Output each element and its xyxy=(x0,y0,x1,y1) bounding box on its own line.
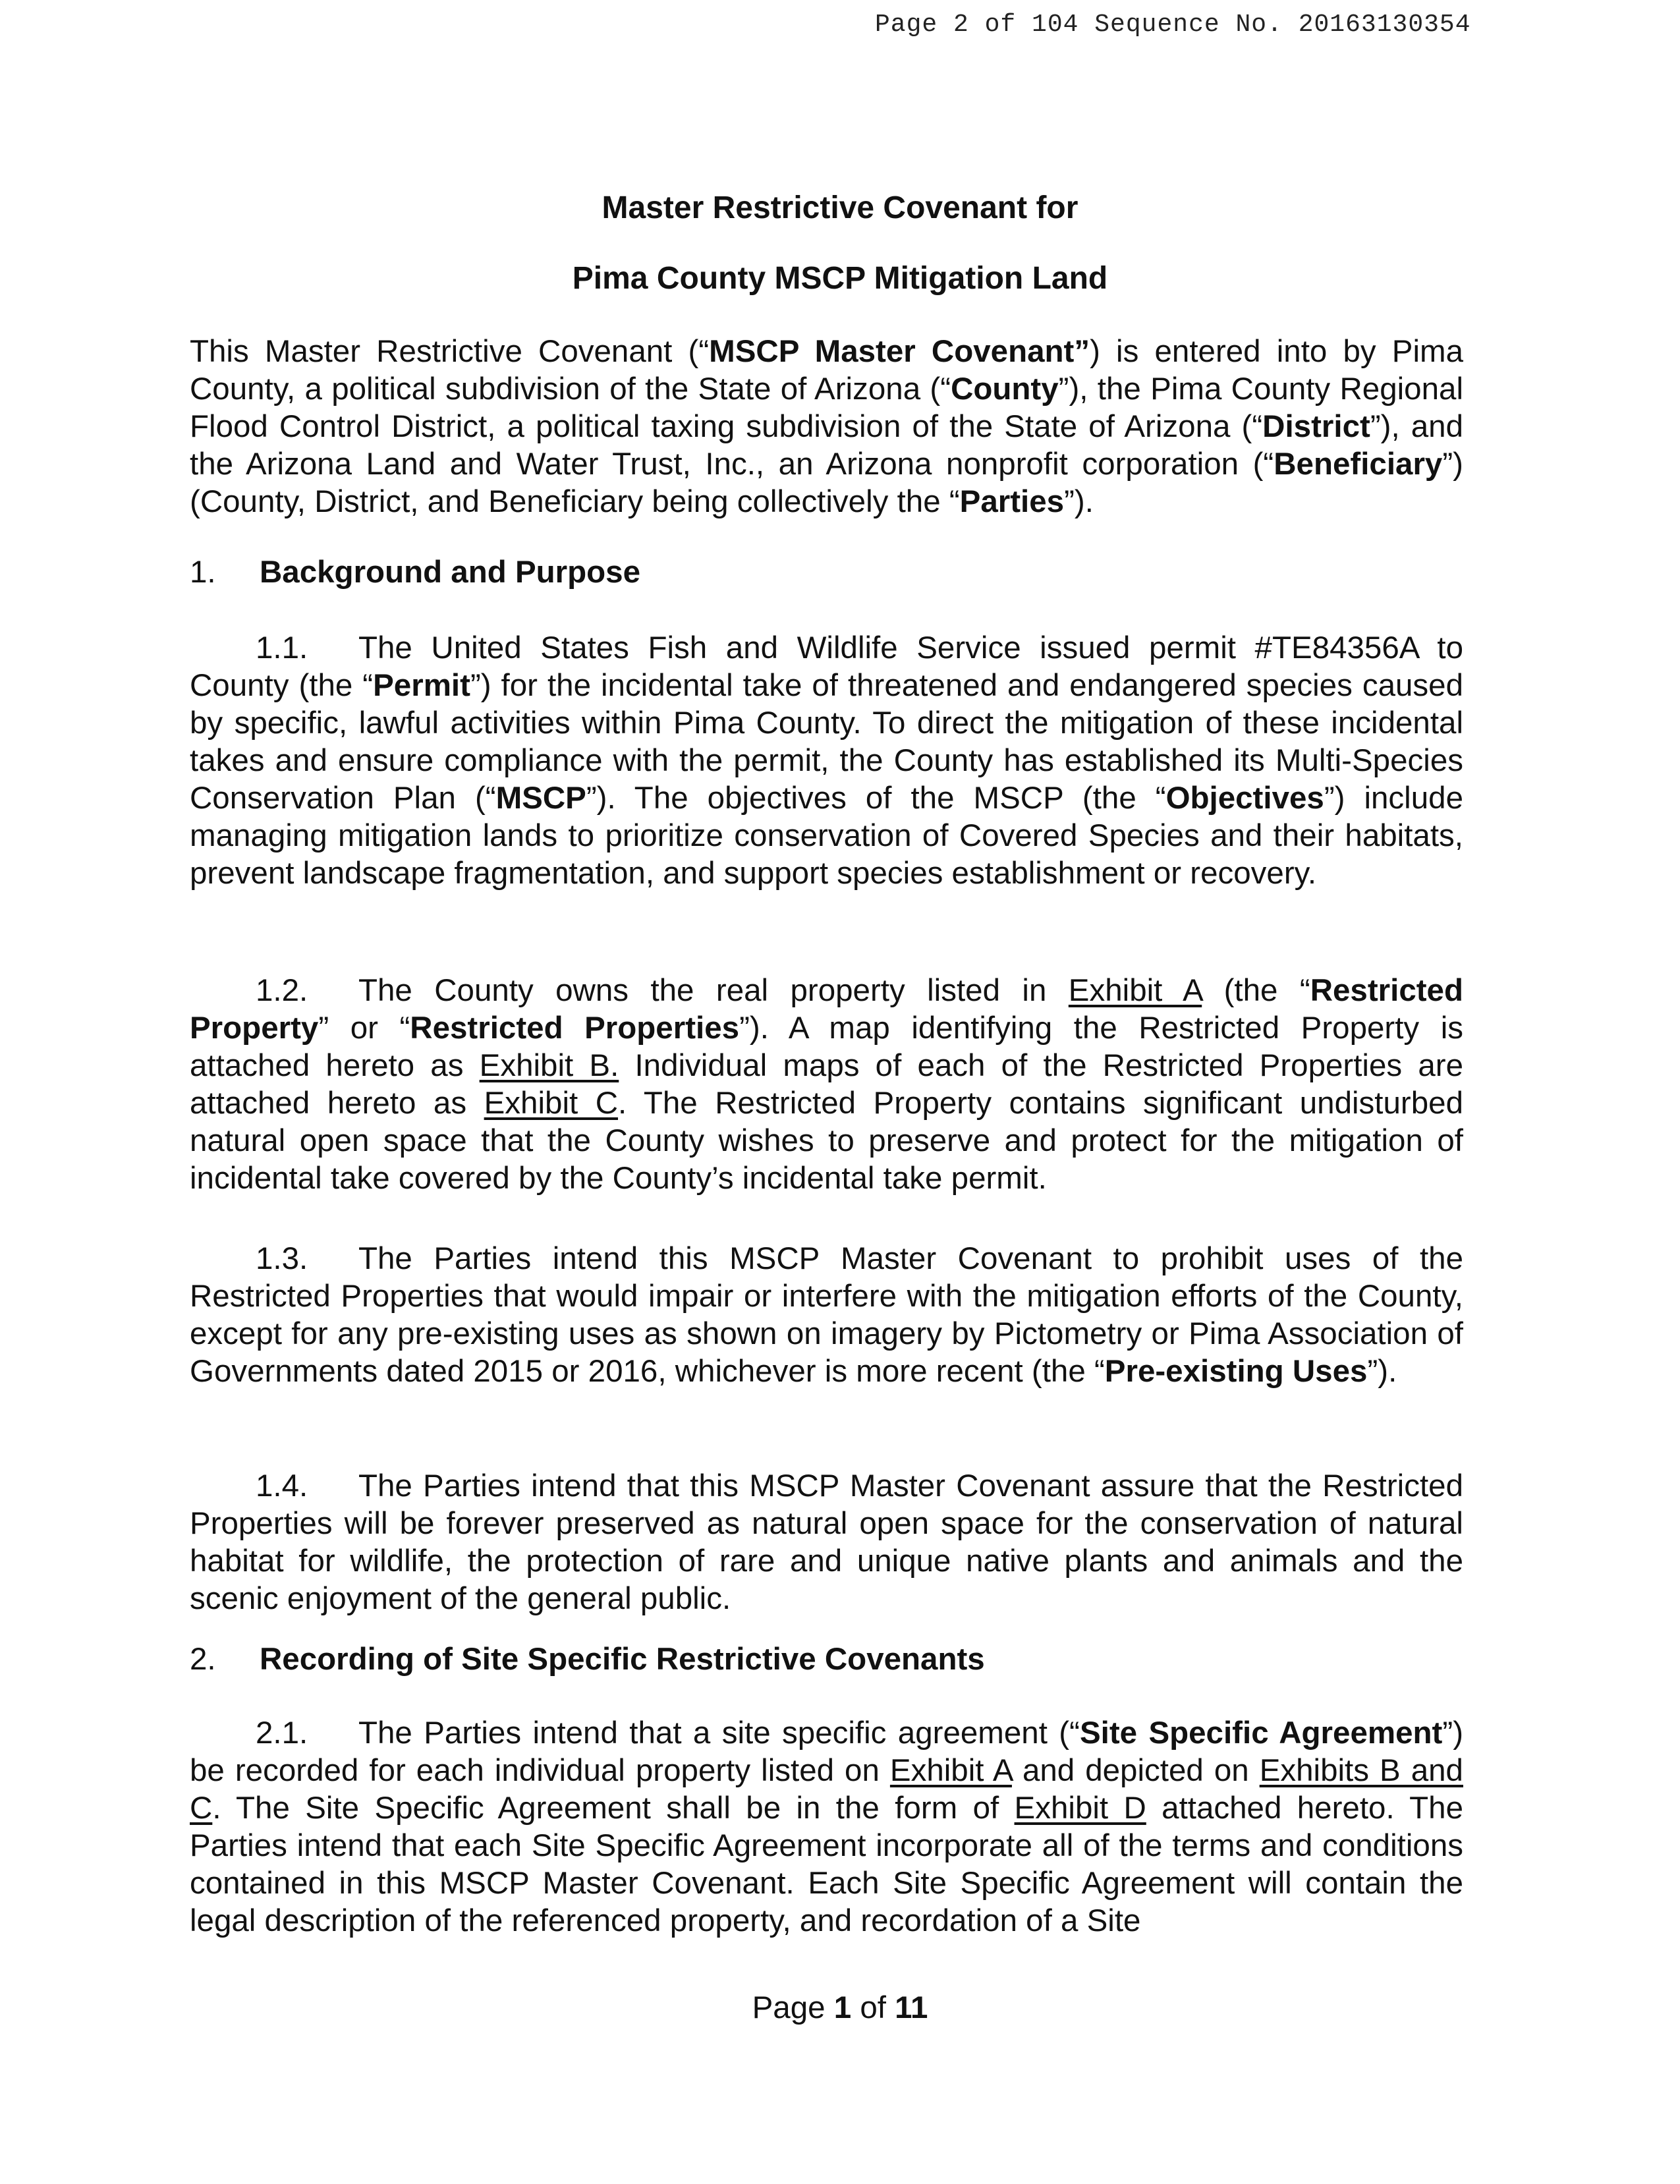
exhibit-b-reference: Exhibit B. xyxy=(479,1048,619,1083)
document-title-line-2: Pima County MSCP Mitigation Land xyxy=(572,261,1108,296)
section-1-heading: 1. Background and Purpose xyxy=(190,555,641,590)
section-2-heading: 2. Recording of Site Specific Restrictive Covenants xyxy=(190,1642,985,1677)
exhibit-c-reference: Exhibit C xyxy=(484,1086,619,1121)
exhibit-d-reference: Exhibit D xyxy=(1014,1791,1146,1826)
paragraph-1-4: 1.4. The Parties intend that this MSCP Master Covenant assure that the Restricted Properties will be forever preserved as natural open space for the conservation of natural habitat for wildlife, the protection of rare and unique native plants and animals and the scenic enjoyment of the general public. xyxy=(190,1469,1463,1616)
recording-stamp: Page 2 of 104 Sequence No. 20163130354 xyxy=(875,11,1471,39)
paragraph-1-3: 1.3. The Parties intend this MSCP Master Covenant to prohibit uses of the Restricted Properties that would impair or interfere with the mitigation efforts of the County, except for any pre-existing uses as shown on imagery by Pictometry or Pima Association of Governments dated 2015 or 2016, whichever is more recent (the “Pre-existing Uses”). xyxy=(190,1241,1463,1389)
paragraph-1-1: 1.1. The United States Fish and Wildlife Service issued permit #TE84356A to County (the “Permit”) for the incidental take of threatened and endangered species caused by specific, lawful activities within Pima County. To direct the mitigation of these incidental takes and ensure compliance with the permit, the County has established its Multi-Species Conservation Plan (“MSCP”). The objectives of the MSCP (the “Objectives”) include managing mitigation lands to prioritize conservation of Covered Species and their habitats, prevent landscape fragmentation, and support species establishment or recovery. xyxy=(190,630,1463,891)
page-number: Page 1 of 11 xyxy=(752,1990,928,2025)
document-title-line-1: Master Restrictive Covenant for xyxy=(602,190,1078,225)
intro-paragraph: This Master Restrictive Covenant (“MSCP Master Covenant”) is entered into by Pima County, a political subdivision of the State of Arizona (“County”), the Pima County Regional Flood Control District, a political taxing subdivision of the State of Arizona (“District”), and the Arizona Land and Water Trust, Inc., an Arizona nonprofit corporation (“Beneficiary”) (County, District, and Beneficiary being collectively the “Parties”). xyxy=(190,334,1463,519)
paragraph-1-2: 1.2. The County owns the real property listed in Exhibit A (the “Restricted Property” or “Restricted Properties”). A map identifying the Restricted Property is attached hereto as Exhibit B. Individual maps of each of the Restricted Properties are attached hereto as Exhibit C. The Restricted Property contains significant undisturbed natural open space that the County wishes to preserve and protect for the mitigation of incidental take covered by the County’s incidental take permit. xyxy=(190,973,1464,1196)
paragraph-2-1: 2.1. The Parties intend that a site specific agreement (“Site Specific Agreement”) be recorded for each individual property listed on Exhibit A and depicted on Exhibits B and C. The Site Specific Agreement shall be in the form of Exhibit D attached hereto. The Parties intend that each Site Specific Agreement incorporate all of the terms and conditions contained in this MSCP Master Covenant. Each Site Specific Agreement will contain the legal description of the referenced property, and recordation of a Site xyxy=(190,1716,1464,1938)
exhibit-a-reference: Exhibit A xyxy=(1068,973,1202,1008)
exhibit-a-reference: Exhibit A xyxy=(889,1753,1012,1788)
exhibits-b-c-reference: Exhibits B and C xyxy=(190,1753,1463,1826)
